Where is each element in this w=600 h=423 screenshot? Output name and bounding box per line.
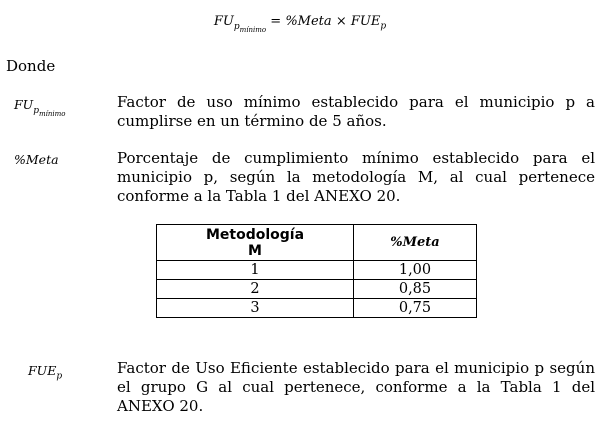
table-row (157, 261, 477, 280)
donde-label: Donde (6, 57, 56, 75)
table-header-row (157, 225, 477, 261)
symbol-fue-p: $FUE_p$ (28, 363, 63, 382)
formula-fue: $FUE_p$ (350, 14, 387, 32)
symbol-meta: %Meta (14, 152, 59, 167)
header-meta: %Meta (354, 225, 477, 261)
cell-meta: 0,75 (354, 299, 477, 318)
definition-fu-p-minimo: Factor de uso mínimo establecido para el municipio p a cumplirse en un término de 5 años. (117, 93, 595, 130)
definition-fue-p: Factor de Uso Eficiente establecido para el municipio p según el grupo G al cual pertenece, conforme a la Tabla 1 del ANEXO 20. (117, 359, 595, 415)
table-row (157, 299, 477, 318)
table-row (157, 280, 477, 299)
formula-meta: %Meta (285, 14, 332, 29)
metodologia-table (156, 224, 477, 318)
equals-sign: = (270, 14, 282, 29)
cell-meta: 1,00 (354, 261, 477, 280)
cell-metodologia: 2 (157, 280, 354, 299)
cell-metodologia: 3 (157, 299, 354, 318)
header-metodologia: Metodología M (157, 225, 354, 261)
symbol-fu-p-minimo: $FU_{p_{mínimo}}$ (14, 97, 66, 118)
times-sign: × (335, 14, 347, 29)
definition-meta: Porcentaje de cumplimiento mínimo establecido para el municipio p, según la metodología M, al cual pertenece conforme a la Tabla 1 del ANEXO 20. (117, 149, 595, 205)
formula (0, 14, 600, 33)
formula-lhs: $FU_{p_{mínimo}}$ (213, 14, 267, 34)
cell-meta: 0,85 (354, 280, 477, 299)
cell-metodologia: 1 (157, 261, 354, 280)
